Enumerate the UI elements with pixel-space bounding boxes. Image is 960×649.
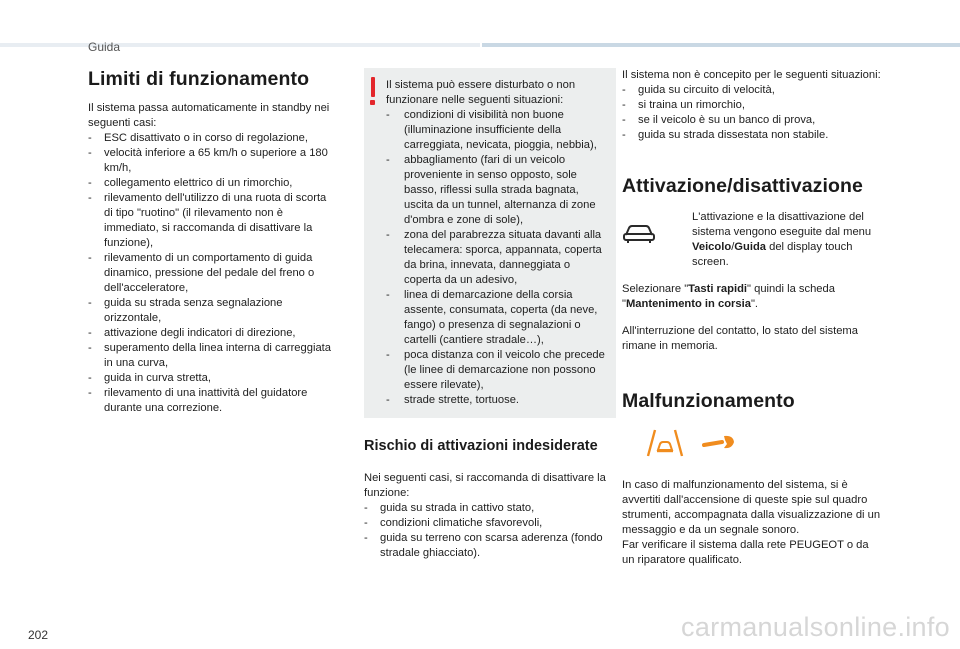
- column-warning: [364, 68, 616, 561]
- unwanted-list: [364, 501, 616, 561]
- list-item: - rilevamento di un comportamento di guida dinamico, pressione del pedale del freno o dell'acceleratore,: [88, 251, 338, 296]
- list-item: - linea di demarcazione della corsia assente, consumata, coperta (da neve, fango) o presenza di segnalazioni o cartelli (cantiere stradale…),: [386, 288, 610, 348]
- list-item: - velocità inferiore a 65 km/h o superiore a 180 km/h,: [88, 146, 338, 176]
- not-designed-list: [622, 83, 884, 143]
- list-item: - abbagliamento (fari di un veicolo proveniente in senso opposto, sole basso, riflessi sulla strada bagnata, uscita da un tunnel, alternanza di zone d'ombra e zone di sole),: [386, 153, 610, 228]
- list-item: - guida su strada dissestata non stabile.: [622, 128, 884, 143]
- list-item: - collegamento elettrico di un rimorchio,: [88, 176, 338, 191]
- column-limits: [88, 68, 338, 416]
- list-item: - guida su strada senza segnalazione orizzontale,: [88, 296, 338, 326]
- wrench-icon: [702, 433, 736, 458]
- subtitle-unwanted-activation: Rischio di attivazioni indesiderate: [364, 438, 598, 454]
- list-item: - guida su strada in cattivo stato,: [364, 501, 616, 516]
- memory-text: All'interruzione del contatto, lo stato del sistema rimane in memoria.: [622, 325, 858, 352]
- title-limits: Limiti di funzionamento: [88, 68, 310, 90]
- unwanted-intro: Nei seguenti casi, si raccomanda di disattivare la funzione:: [364, 472, 606, 499]
- list-item: - guida su terreno con scarsa aderenza (fondo stradale ghiacciato).: [364, 531, 616, 561]
- warning-exclamation-icon: [370, 77, 375, 107]
- list-item: - se il veicolo è su un banco di prova,: [622, 113, 884, 128]
- list-item: - zona del parabrezza situata davanti alla telecamera: sporca, appannata, coperta da brina, innevata, danneggiata o coperta da un adesivo,: [386, 228, 610, 288]
- list-item: - si traina un rimorchio,: [622, 98, 884, 113]
- watermark: carmanualsonline.info: [681, 612, 950, 642]
- select-instruction: Selezionare "Tasti rapidi" quindi la scheda "Mantenimento in corsia".: [622, 283, 835, 310]
- warning-list: [386, 108, 610, 408]
- column-activation: [622, 68, 884, 568]
- lane-warning-icon: [646, 428, 684, 463]
- section-label: Guida: [88, 40, 121, 54]
- malfunction-text: In caso di malfunzionamento del sistema, si è avvertiti dall'accensione di queste spie sul quadro strumenti, accompagnata dalla visualizzazione di un messaggio e da un segnale sonoro.: [622, 479, 881, 536]
- page-number: 202: [28, 628, 49, 642]
- list-item: - ESC disattivato o in corso di regolazione,: [88, 131, 338, 146]
- list-item: - guida su circuito di velocità,: [622, 83, 884, 98]
- list-item: - poca distanza con il veicolo che precede (le linee di demarcazione non possono essere rilevate),: [386, 348, 610, 393]
- header-bar-right: [482, 43, 960, 47]
- malfunction-text-2: Far verificare il sistema dalla rete PEUGEOT o da un riparatore qualificato.: [622, 539, 869, 566]
- not-designed-intro: Il sistema non è concepito per le seguenti situazioni:: [622, 69, 881, 81]
- activation-text: L'attivazione e la disattivazione del sistema vengono eseguite dal menu Veicolo/Guida del display touch screen.: [692, 211, 872, 268]
- list-item: - guida in curva stretta,: [88, 371, 338, 386]
- list-item: - rilevamento di una inattività del guidatore durante una correzione.: [88, 386, 338, 416]
- list-item: - condizioni climatiche sfavorevoli,: [364, 516, 616, 531]
- title-activation: Attivazione/disattivazione: [622, 175, 863, 197]
- car-icon: [622, 210, 692, 249]
- list-item: - superamento della linea interna di carreggiata in una curva,: [88, 341, 338, 371]
- limits-list: [88, 131, 338, 416]
- header-bar-left: [0, 43, 480, 47]
- list-item: - rilevamento dell'utilizzo di una ruota di scorta di tipo "ruotino" (il rilevamento non è immediato, si raccomanda di disattivare la funzione),: [88, 191, 338, 251]
- list-item: - attivazione degli indicatori di direzione,: [88, 326, 338, 341]
- limits-intro: Il sistema passa automaticamente in standby nei seguenti casi:: [88, 102, 330, 129]
- title-malfunction: Malfunzionamento: [622, 390, 795, 412]
- warning-box: [364, 68, 616, 418]
- malfunction-icons: [646, 428, 884, 462]
- list-item: - condizioni di visibilità non buone (illuminazione insufficiente della carreggiata, nevicata, pioggia, nebbia),: [386, 108, 610, 153]
- activation-row: [622, 210, 884, 270]
- list-item: - strade strette, tortuose.: [386, 393, 610, 408]
- warning-intro: Il sistema può essere disturbato o non funzionare nelle seguenti situazioni:: [386, 79, 576, 106]
